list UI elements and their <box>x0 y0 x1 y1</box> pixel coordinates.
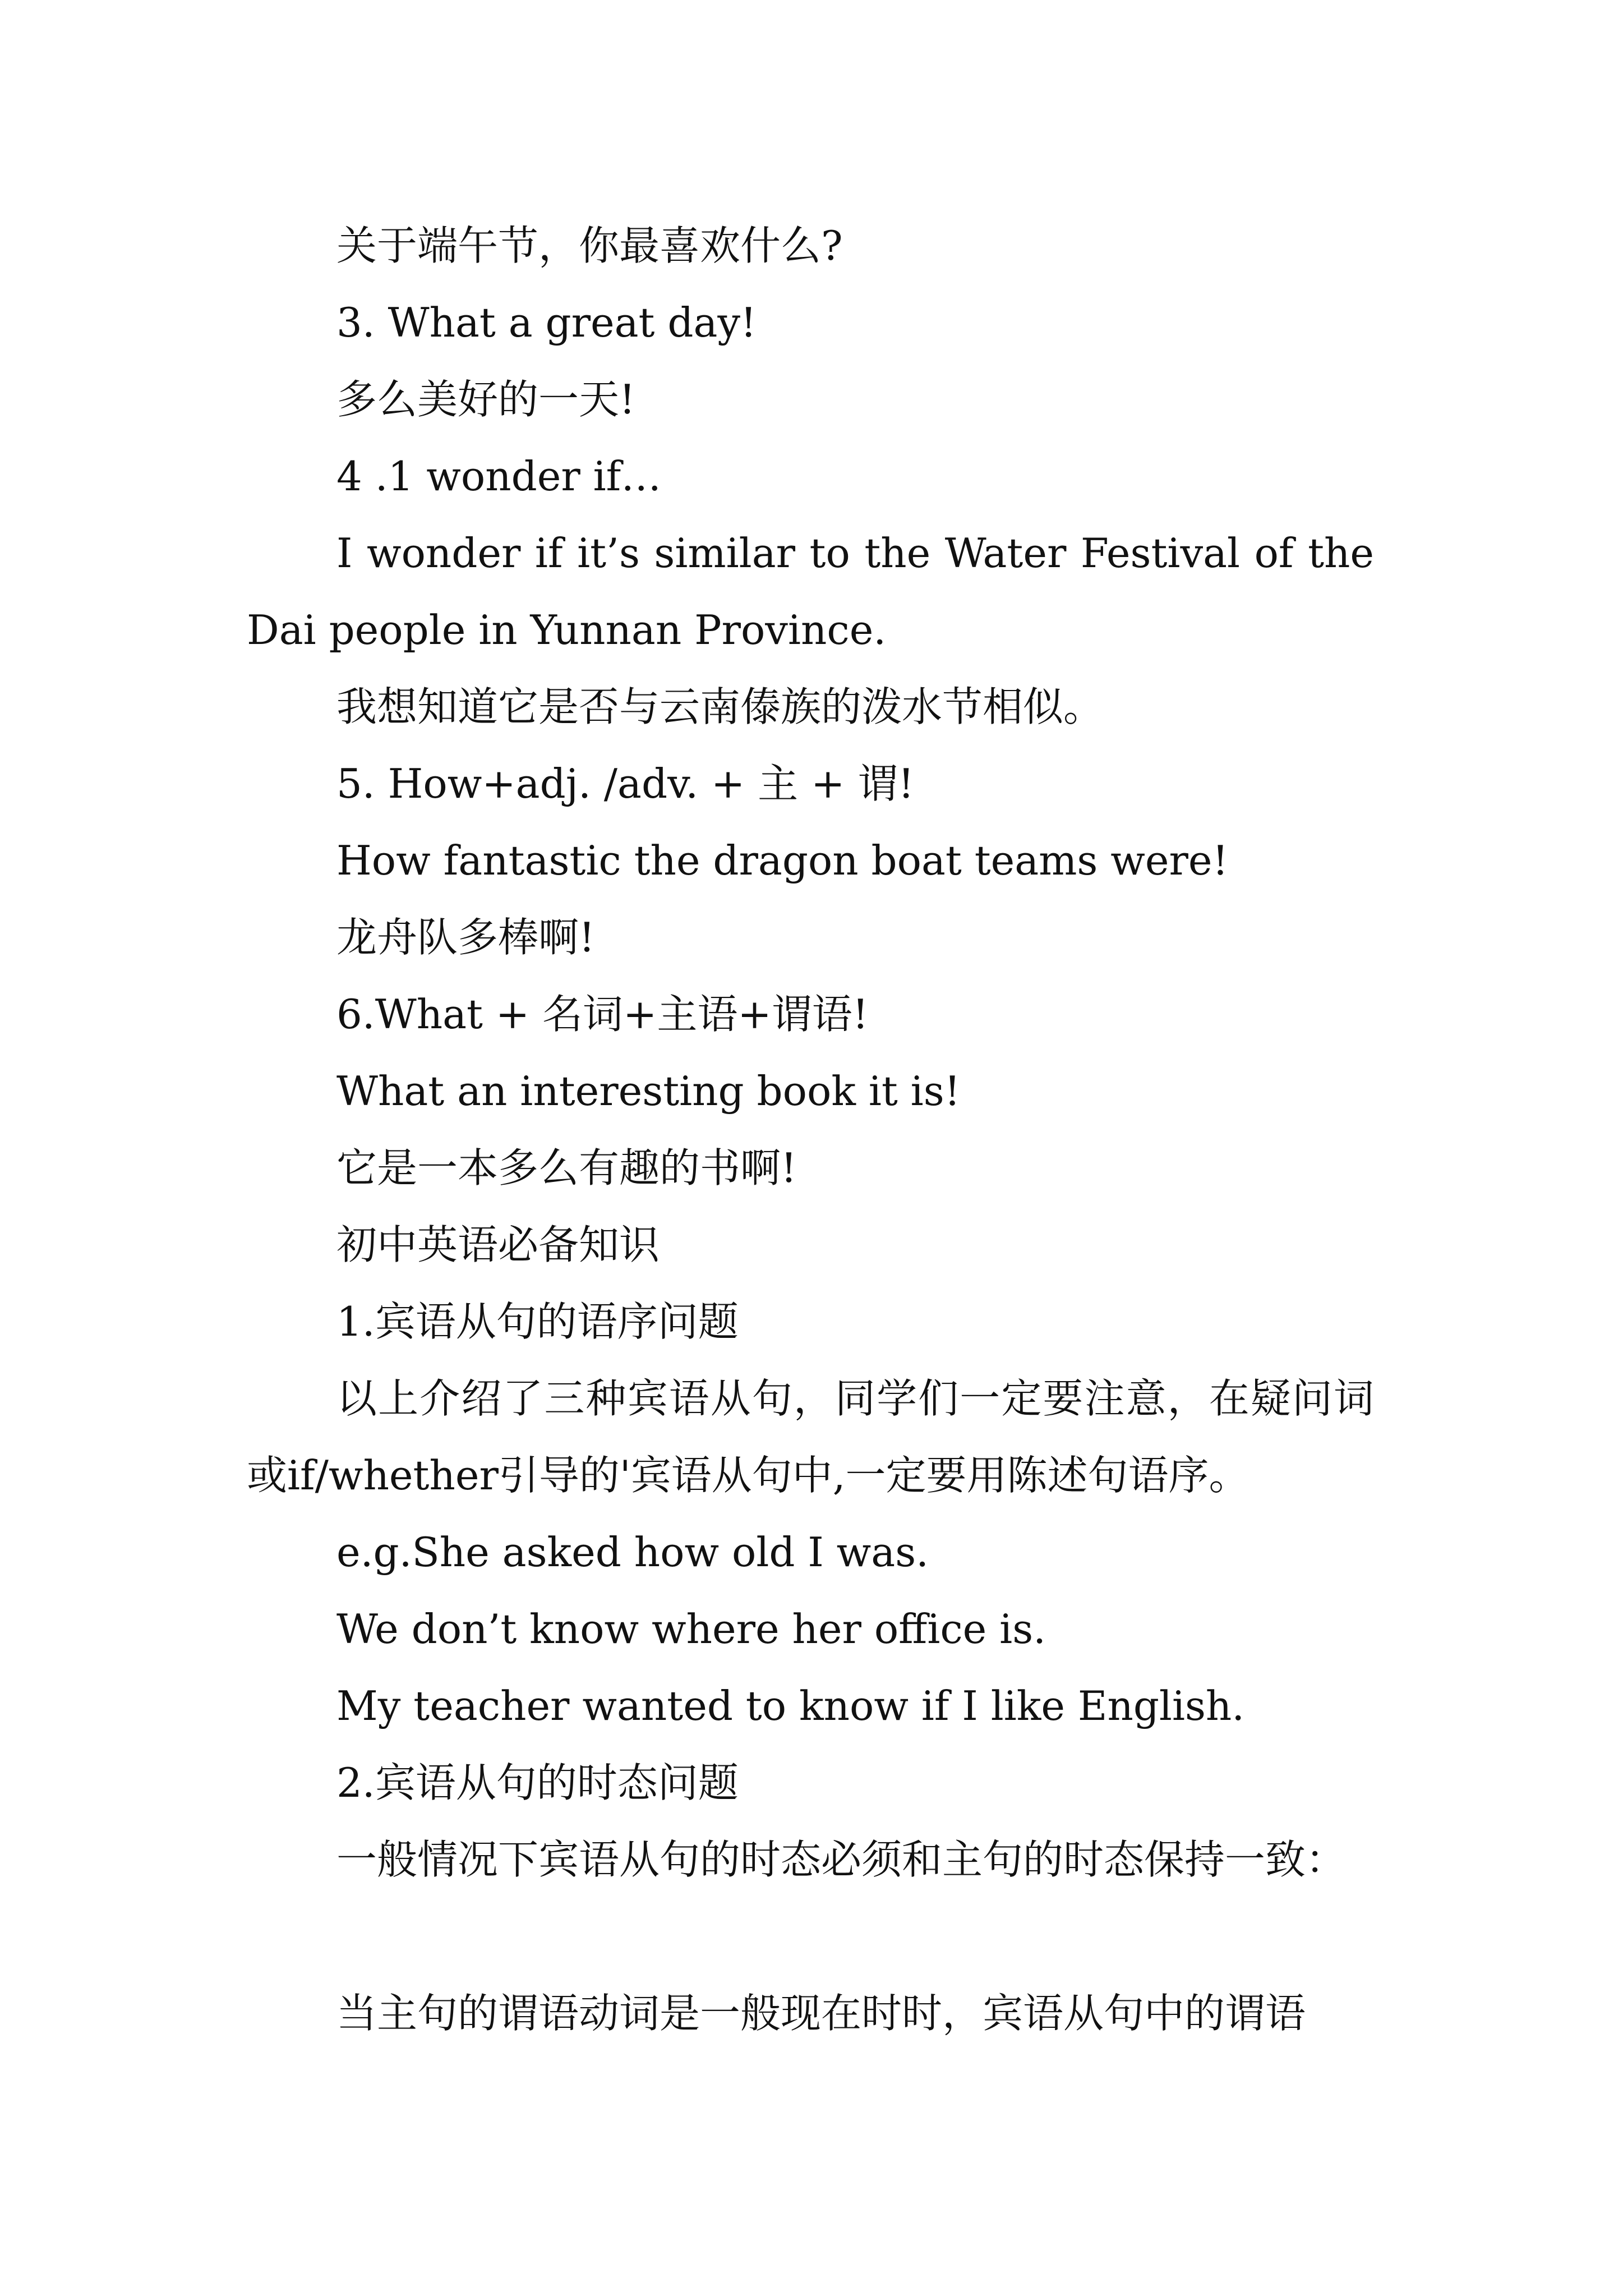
example-line: We don’t know where her office is. <box>336 1605 1046 1653</box>
example-line: e.g.She asked how old I was. <box>336 1529 929 1576</box>
text-line: 4 .1 wonder if… <box>336 453 662 500</box>
text-line: 当主句的谓语动词是一般现在时时，宾语从句中的谓语 <box>336 1990 1306 2037</box>
text-line: 多么美好的一天! <box>336 376 635 423</box>
text-line: What an interesting book it is! <box>336 1068 961 1115</box>
text-line: 3. What a great day! <box>336 299 757 346</box>
text-line: 龙舟队多棒啊! <box>336 914 595 961</box>
text-paragraph: I wonder if it’s similar to the Water Festival of the Dai people in Yunnan Province. <box>247 530 1374 654</box>
text-line: 6.What + 名词+主语+谓语! <box>336 991 869 1038</box>
document-body <box>247 208 1374 2052</box>
subsection-heading: 2.宾语从句的时态问题 <box>336 1759 739 1806</box>
text-line: 5. How+adj. /adv. + 主 + 谓! <box>336 760 915 807</box>
section-heading: 初中英语必备知识 <box>336 1221 660 1268</box>
example-line: My teacher wanted to know if I like English. <box>336 1682 1245 1729</box>
text-paragraph: 以上介绍了三种宾语从句，同学们一定要注意，在疑问词或if/whether引导的'宾语从句中,一定要用陈述句语序。 <box>247 1375 1374 1499</box>
text-line: 我想知道它是否与云南傣族的泼水节相似。 <box>336 683 1104 730</box>
text-line: 它是一本多么有趣的书啊! <box>336 1144 797 1191</box>
text-line: How fantastic the dragon boat teams were! <box>336 837 1229 884</box>
text-line: 关于端午节，你最喜欢什么? <box>336 222 843 269</box>
subsection-heading: 1.宾语从句的语序问题 <box>336 1298 739 1345</box>
text-paragraph: 一般情况下宾语从句的时态必须和主句的时态保持一致： <box>336 1836 1347 1883</box>
